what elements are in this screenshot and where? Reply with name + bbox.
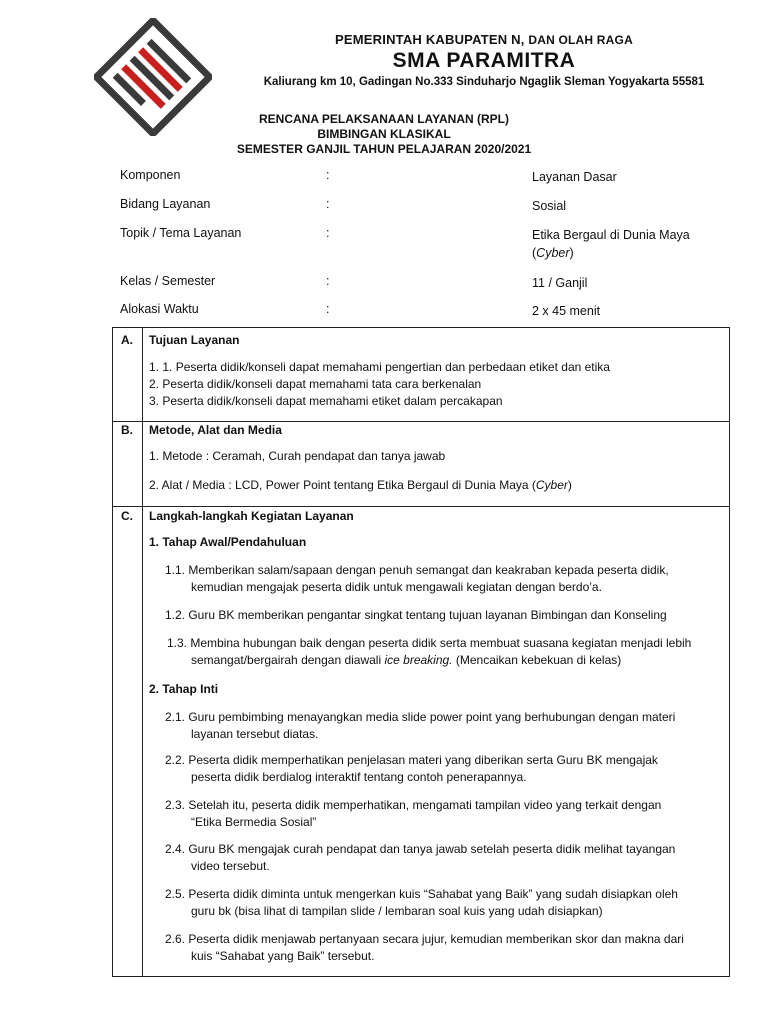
step-2-6 [165,931,684,965]
goal-text: 1. Peserta didik/konseli dapat memahami pengertian dan perbedaan etiket dan etika [162,360,610,374]
column-divider [142,328,143,976]
identity-colon: : [326,274,330,288]
step-1-3-line-2 [167,652,691,669]
identity-colon: : [326,302,330,316]
title-line-1: RENCANA PELAKSANAAN LAYANAN (RPL) [258,112,509,126]
step-1-2: 1.2. Guru BK memberikan pengantar singkat tentang tujuan layanan Bimbingan dan Konseling [165,608,667,622]
government-department: DAN OLAH RAGA [528,33,633,47]
identity-label: Bidang Layanan [120,197,211,211]
method-item: 1. Metode : Ceramah, Curah pendapat dan tanya jawab [149,449,446,463]
media-item [149,477,572,494]
ice-breaking-text: ice breaking. [384,653,453,667]
step-2-6-line-1: 2.6. Peserta didik menjawab pertanyaan secara jujur, kemudian memberikan skor dan makna dari [165,932,684,946]
identity-label: Kelas / Semester [120,274,216,288]
government-name: PEMERINTAH KABUPATEN N, [335,32,525,47]
step-1-3-note: (Mencaikan kebekuan di kelas) [452,653,622,667]
step-2-3 [165,797,661,831]
goal-text: Peserta didik/konseli dapat memahami tata cara berkenalan [162,377,482,391]
step-2-1-line-1: 2.1. Guru pembimbing menayangkan media slide power point yang berhubungan dengan materi [165,710,676,724]
government-line [200,32,768,47]
letterhead [200,32,768,88]
topic-paren-open: ( [532,246,537,260]
step-2-5 [165,886,678,920]
step-1-3-text: semangat/bergairah dengan diawali [191,653,385,667]
step-2-5-line-1: 2.5. Peserta didik diminta untuk mengerkan kuis “Sahabat yang Baik” yang sudah disiapkan oleh [165,887,678,901]
identity-colon: : [326,168,330,182]
identity-label: Komponen [120,168,181,182]
step-2-3-line-1: 2.3. Setelah itu, peserta didik memperhatikan, mengamati tampilan video yang terkait dengan [165,798,662,812]
media-cyber: Cyber [535,478,568,492]
step-1-1-line-2: kemudian mengajak peserta didik untuk mengawali kegiatan dengan berdo’a. [191,580,602,594]
step-1-3 [167,635,691,669]
step-2-2 [165,752,658,786]
goal-number: 3. [149,394,160,408]
activity-table [112,327,730,977]
step-2-3-line-2: “Etika Bermedia Sosial” [191,815,317,829]
identity-label: Topik / Tema Layanan [120,226,242,240]
section-c-heading: Langkah-langkah Kegiatan Layanan [149,509,354,523]
topic-cyber: Cyber [536,246,570,260]
step-1-1 [165,562,669,596]
document-title [0,112,768,157]
section-b-heading: Metode, Alat dan Media [149,423,282,437]
step-1-1-line-1: 1.1. Memberikan salam/sapaan dengan penuh semangat dan keakraban kepada peserta didik, [165,563,669,577]
step-1-3-line-1: 1.3. Membina hubungan baik dengan peserta didik serta membuat suasana kegiatan menjadi lebih [167,636,692,650]
identity-value: 11 / Ganjil [532,276,588,290]
title-line-2: BIMBINGAN KLASIKAL [317,127,451,141]
step-2-4 [165,841,675,875]
step-2-2-line-1: 2.2. Peserta didik memperhatikan penjelasan materi yang diberikan serta Guru BK mengajak [165,753,658,767]
row-divider [113,506,729,507]
identity-label: Alokasi Waktu [120,302,199,316]
media-text: 2. Alat / Media : LCD, Power Point tentang Etika Bergaul di Dunia Maya ( [149,478,536,492]
goal-number: 1. [149,360,160,374]
stage-1-heading: 1. Tahap Awal/Pendahuluan [149,535,307,549]
step-2-1-line-2: layanan tersebut diatas. [191,727,319,741]
section-b-letter: B. [121,423,133,437]
title-line-3: SEMESTER GANJIL TAHUN PELAJARAN 2020/2021 [236,142,532,156]
identity-value [532,226,732,262]
identity-value: Sosial [532,199,567,213]
identity-colon: : [326,197,330,211]
identity-value: Layanan Dasar [532,170,617,184]
step-2-5-line-2: guru bk (bisa lihat di tampilan slide / lembaran soal kuis yang udah disiapkan) [191,904,603,918]
media-paren-close: ) [567,478,572,492]
topic-paren-close: ) [569,246,574,260]
goal-item [149,393,503,410]
row-divider [113,421,729,422]
goal-number: 2. [149,377,160,391]
identity-colon: : [326,226,330,240]
step-2-1 [165,709,675,743]
identity-value: 2 x 45 menit [532,304,601,318]
step-2-4-line-1: 2.4. Guru BK mengajak curah pendapat dan tanya jawab setelah peserta didik melihat tayangan [165,842,676,856]
topic-title: Etika Bergaul di Dunia Maya [532,228,690,242]
section-a-letter: A. [121,333,133,347]
step-2-4-line-2: video tersebut. [191,859,270,873]
school-name: SMA PARAMITRA [392,49,576,72]
step-2-6-line-2: kuis “Sahabat yang Baik” tersebut. [191,949,375,963]
goal-item [149,359,610,376]
step-2-2-line-2: peserta didik berdialog interaktif tentang contoh penerapannya. [191,770,527,784]
stage-2-heading: 2. Tahap Inti [149,682,219,696]
section-a-heading: Tujuan Layanan [149,333,240,347]
section-c-letter: C. [121,509,133,523]
goal-item [149,376,481,393]
goal-text: Peserta didik/konseli dapat memahami etiket dalam percakapan [162,394,503,408]
school-address: Kaliurang km 10, Gadingan No.333 Sinduharjo Ngaglik Sleman Yogyakarta 55581 [263,76,705,88]
